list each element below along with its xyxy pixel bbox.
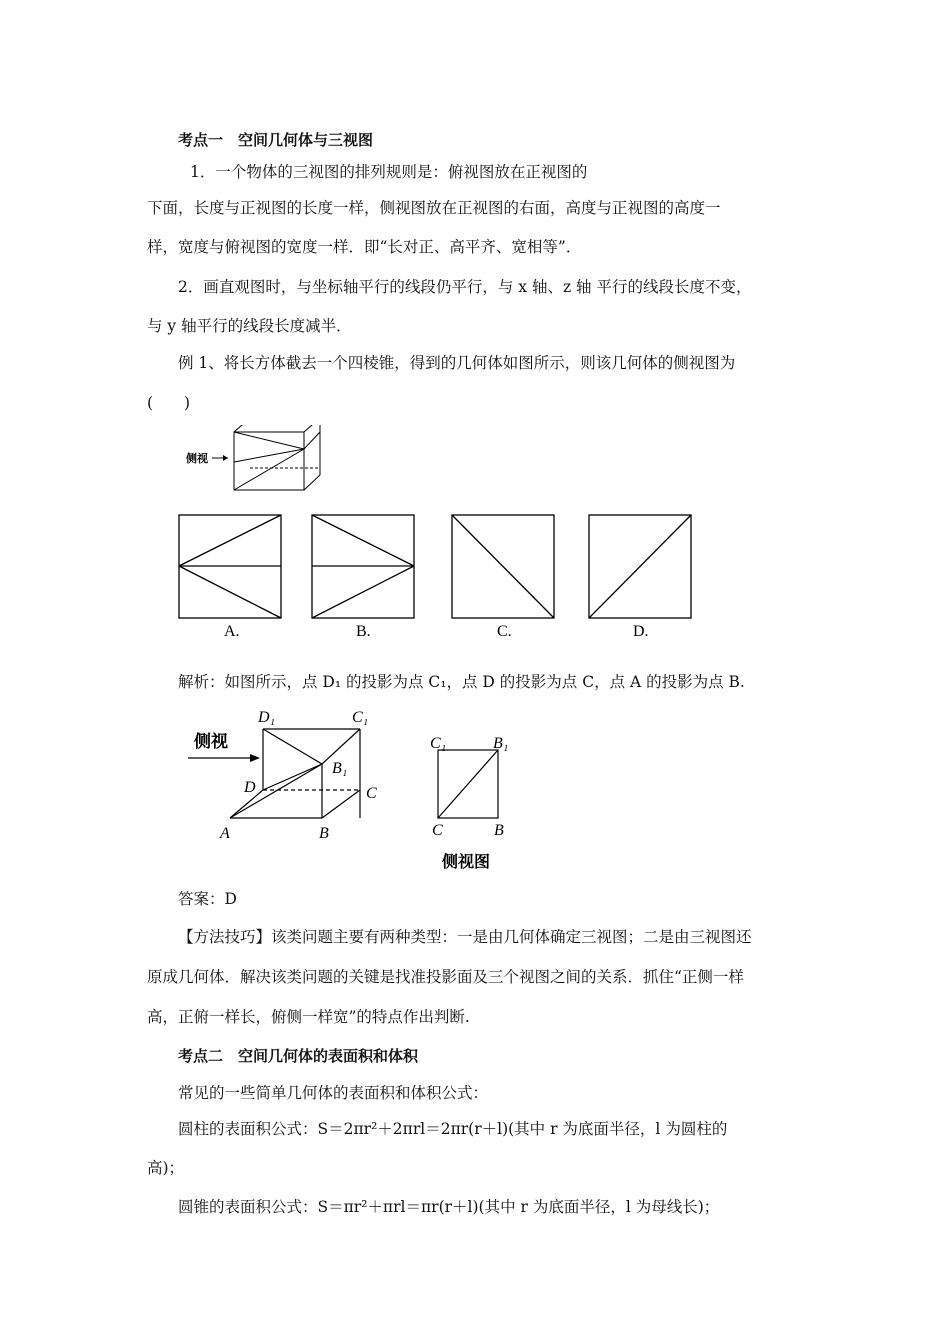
- side-c-label: C: [432, 822, 443, 839]
- formula-cylinder: 圆柱的表面积公式：S＝2πr²＋2πrl＝2πr(r＋l)(其中 r 为底面半径，l 为圆柱的: [178, 1120, 728, 1138]
- point-b-label: B: [319, 825, 329, 842]
- tips-line: 【方法技巧】该类问题主要有两种类型：一是由几何体确定三视图；二是由三视图还: [178, 928, 752, 946]
- analysis-arrow-label: 侧视: [194, 732, 228, 751]
- option-d-label: D.: [633, 623, 649, 640]
- paragraph-line: 与 y 轴平行的线段长度减半．: [147, 317, 352, 335]
- paragraph-line: 2．画直观图时，与坐标轴平行的线段仍平行，与 x 轴、z 轴 平行的线段长度不变，: [178, 278, 752, 296]
- option-b-label: B.: [356, 623, 371, 640]
- point-d-label: D: [244, 779, 256, 796]
- analysis-text: 解析：如图所示，点 D₁ 的投影为点 C₁，点 D 的投影为点 C，点 A 的投影为点 B.: [178, 673, 745, 691]
- section-heading-1: 考点一 空间几何体与三视图: [178, 131, 374, 149]
- solid-figure: [180, 425, 330, 495]
- side-view-label: 侧视: [186, 453, 208, 465]
- example-question-paren: ( ): [147, 394, 191, 412]
- point-c-label: C: [366, 785, 377, 802]
- tips-line: 高，正俯一样长，俯侧一样宽”的特点作出判断.: [147, 1008, 470, 1026]
- point-c1-label: C₁: [352, 709, 369, 726]
- section-heading-2: 考点二 空间几何体的表面积和体积: [178, 1047, 419, 1065]
- point-d1-label: D₁: [258, 709, 276, 726]
- paragraph-line: 样，宽度与俯视图的宽度一样．即“长对正、高平齐、宽相等”．: [147, 238, 582, 256]
- formula-cone: 圆锥的表面积公式：S＝πr²＋πrl＝πr(r＋l)(其中 r 为底面半径，l 为母线长)；: [178, 1198, 720, 1216]
- answer-text: 答案：D: [178, 890, 237, 908]
- side-b1-label: B₁: [493, 735, 509, 752]
- option-c-diagram: [452, 515, 554, 618]
- paragraph-line: 常见的一些简单几何体的表面积和体积公式：: [178, 1084, 489, 1102]
- option-a-diagram: [179, 515, 281, 618]
- option-a-label: A.: [224, 623, 240, 640]
- option-d-diagram: [589, 515, 691, 618]
- tips-line: 原成几何体．解决该类问题的关键是找准投影面及三个视图之间的关系．抓住“正侧一样: [147, 968, 744, 986]
- point-b1-label: B₁: [332, 760, 348, 777]
- option-c-label: C.: [497, 623, 512, 640]
- option-b-diagram: [312, 515, 414, 618]
- side-c1-label: C₁: [430, 735, 447, 752]
- point-a-label: A: [220, 825, 230, 842]
- formula-cylinder-cont: 高)；: [147, 1159, 185, 1177]
- paragraph-line: 下面，长度与正视图的长度一样，侧视图放在正视图的右面，高度与正视图的高度一: [147, 199, 721, 217]
- options-figure: [176, 512, 696, 640]
- side-b-label: B: [494, 822, 504, 839]
- paragraph-line: 1．一个物体的三视图的排列规则是：俯视图放在正视图的: [190, 163, 588, 181]
- analysis-figure: [180, 700, 540, 875]
- side-view-caption: 侧视图: [442, 854, 491, 871]
- example-question: 例 1、将长方体截去一个四棱锥，得到的几何体如图所示，则该几何体的侧视图为: [178, 354, 736, 372]
